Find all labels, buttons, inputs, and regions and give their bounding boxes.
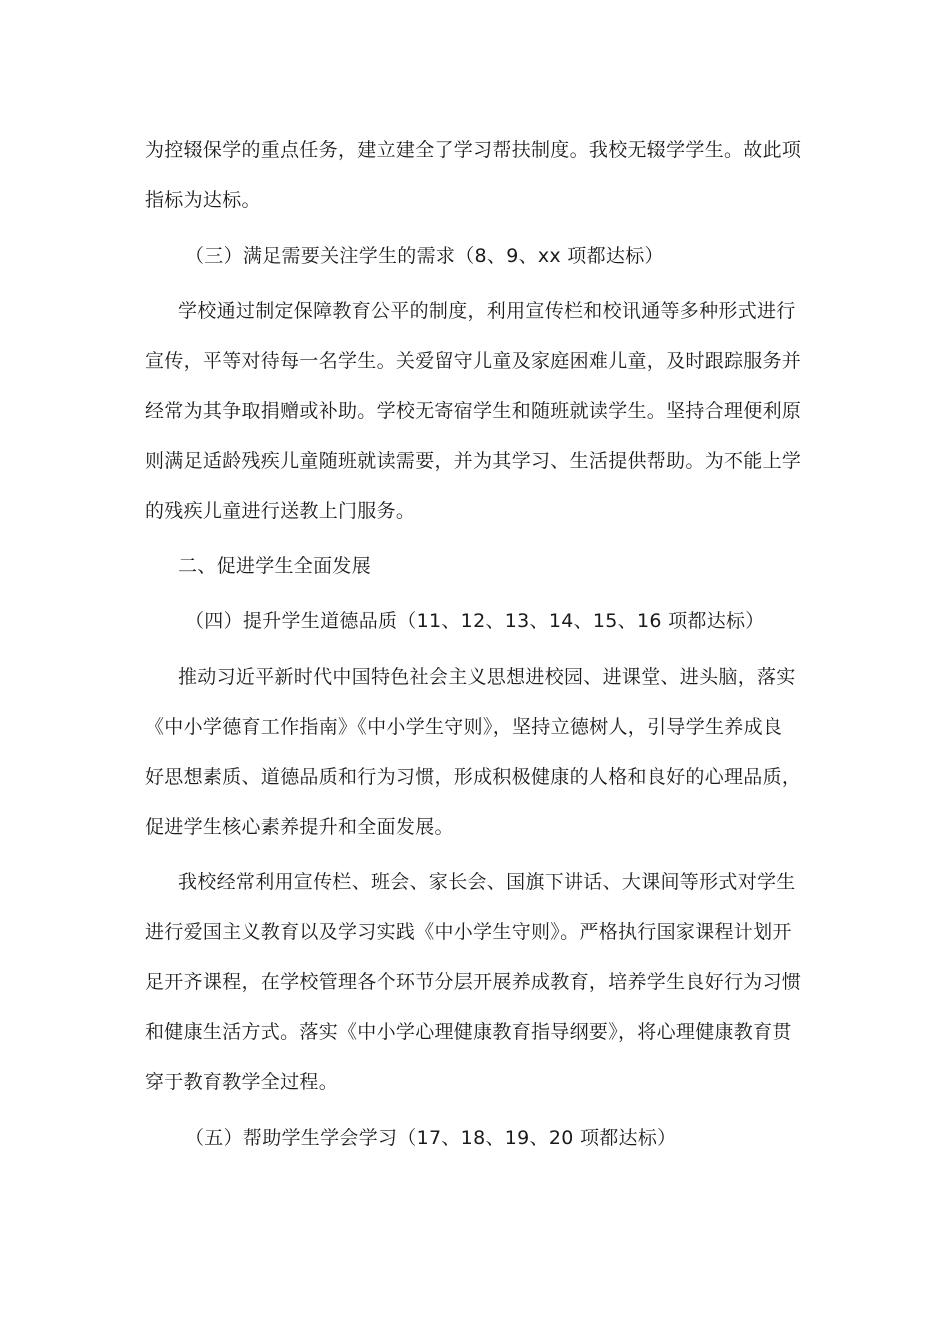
paragraph-line: 推动习近平新时代中国特色社会主义思想进校园、进课堂、进头脑，落实	[178, 666, 796, 688]
paragraph-line: 的残疾儿童进行送教上门服务。	[145, 500, 416, 522]
paragraph-line: 好思想素质、道德品质和行为习惯，形成积极健康的人格和良好的心理品质，	[145, 766, 802, 788]
paragraph-line: 我校经常利用宣传栏、班会、家长会、国旗下讲话、大课间等形式对学生	[178, 871, 796, 893]
section-heading: （三）满足需要关注学生的需求（8、9、xx 项都达标）	[185, 245, 664, 267]
paragraph-line: 宣传，平等对待每一名学生。关爱留守儿童及家庭困难儿童，及时跟踪服务并	[145, 350, 802, 372]
paragraph-line: 穿于教育教学全过程。	[145, 1071, 339, 1093]
paragraph-line: 足开齐课程，在学校管理各个环节分层开展养成教育，培养学生良好行为习惯	[145, 971, 802, 993]
section-heading: （四）提升学生道德品质（11、12、13、14、15、16 项都达标）	[185, 610, 765, 632]
paragraph-line: 指标为达标。	[145, 189, 261, 211]
paragraph-line: 经常为其争取捐赠或补助。学校无寄宿学生和随班就读学生。坚持合理便利原	[145, 400, 802, 422]
paragraph-line: 进行爱国主义教育以及学习实践《中小学生守则》。严格执行国家课程计划开	[145, 921, 792, 943]
paragraph-line: 为控辍保学的重点任务，建立建全了学习帮扶制度。我校无辍学学生。故此项	[145, 139, 802, 161]
paragraph-line: 《中小学德育工作指南》《中小学生守则》，坚持立德树人，引导学生养成良	[145, 716, 783, 738]
paragraph-line: 和健康生活方式。落实《中小学心理健康教育指导纲要》，将心理健康教育贯	[145, 1021, 792, 1043]
paragraph-line: 促进学生核心素养提升和全面发展。	[145, 816, 454, 838]
section-heading: 二、促进学生全面发展	[178, 555, 372, 577]
paragraph-line: 学校通过制定保障教育公平的制度，利用宣传栏和校讯通等多种形式进行	[178, 300, 796, 322]
section-heading: （五）帮助学生学会学习（17、18、19、20 项都达标）	[185, 1127, 677, 1149]
paragraph-line: 则满足适龄残疾儿童随班就读需要，并为其学习、生活提供帮助。为不能上学	[145, 450, 802, 472]
